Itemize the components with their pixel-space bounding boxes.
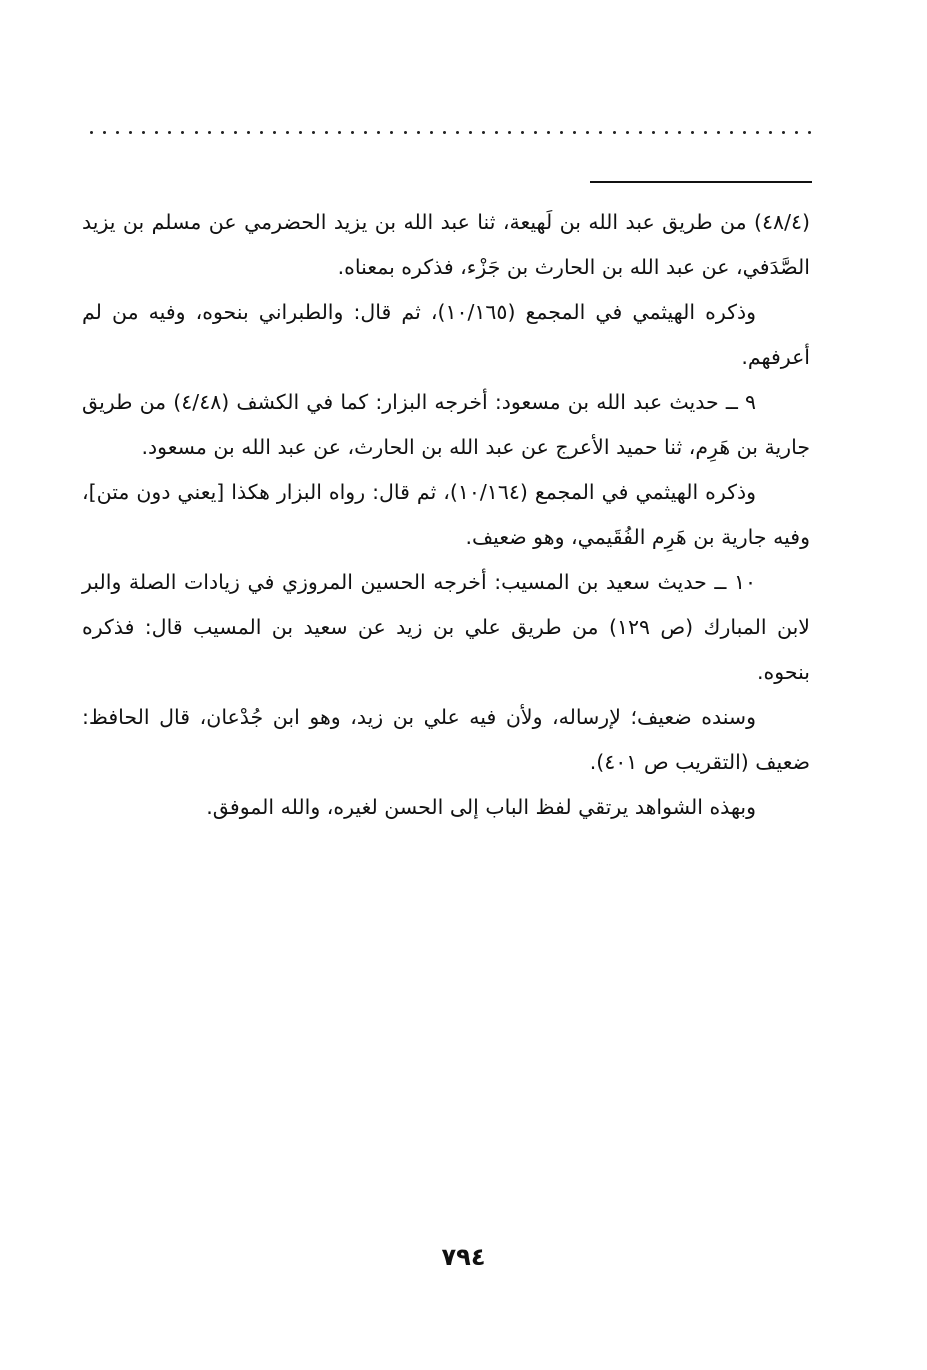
separator-dot xyxy=(482,131,485,134)
paragraph-4: وذكره الهيثمي في المجمع (١٠/١٦٤)، ثم قال: رواه البزار هكذا [يعني دون متن]، وفيه جارية بن هَرِم الفُقَيمي، وهو ضعيف. xyxy=(82,480,810,549)
separator-dot xyxy=(430,131,433,134)
paragraph-hadith-10: ١٠ ــ حديث سعيد بن المسيب: أخرجه الحسين المروزي في زيادات الصلة والبر لابن المبارك (ص ١٢٩) من طريق علي بن زيد عن سعيد بن المسيب قال: فذكره بنحوه. xyxy=(82,570,810,684)
separator-dot xyxy=(181,131,184,134)
separator-dot xyxy=(782,131,785,134)
separator-dot xyxy=(808,131,811,134)
separator-dot xyxy=(560,131,563,134)
separator-dot xyxy=(195,131,198,134)
footnote-rule xyxy=(590,181,812,183)
separator-dot xyxy=(508,131,511,134)
separator-dot xyxy=(364,131,367,134)
separator-dot xyxy=(756,131,759,134)
separator-dot xyxy=(299,131,302,134)
separator-dot xyxy=(639,131,642,134)
separator-dot xyxy=(260,131,263,134)
separator-dot xyxy=(390,131,393,134)
separator-dot xyxy=(155,131,158,134)
separator-dot xyxy=(273,131,276,134)
separator-dot xyxy=(665,131,668,134)
separator-dot xyxy=(443,131,446,134)
separator-dot xyxy=(417,131,420,134)
separator-dot xyxy=(247,131,250,134)
paragraph-hadith-9: ٩ ــ حديث عبد الله بن مسعود: أخرجه البزار: كما في الكشف (٤/٤٨) من طريق جارية بن هَرِم، ثنا حميد الأعرج عن عبد الله بن الحارث، عن عبد الله بن مسعود. xyxy=(82,390,810,459)
paragraph-6: وسنده ضعيف؛ لإرساله، ولأن فيه علي بن زيد، وهو ابن جُدْعان، قال الحافظ: ضعيف (التقريب ص ٤٠١). xyxy=(82,705,810,774)
separator-dot xyxy=(404,131,407,134)
page-body xyxy=(82,200,810,830)
separator-dot xyxy=(90,131,93,134)
paragraph-1: (٤٨/٤) من طريق عبد الله بن لَهيعة، ثنا عبد الله بن يزيد الحضرمي عن مسلم بن يزيد الصَّدَفي، عن عبد الله بن الحارث بن جَزْء، فذكره بمعناه. xyxy=(82,210,810,279)
separator-dot xyxy=(547,131,550,134)
separator-dot xyxy=(168,131,171,134)
page-number: ٧٩٤ xyxy=(441,1243,486,1271)
separator-dot xyxy=(573,131,576,134)
separator-dot xyxy=(743,131,746,134)
separator-dot xyxy=(678,131,681,134)
separator-dot xyxy=(626,131,629,134)
separator-dot xyxy=(704,131,707,134)
separator-dot xyxy=(377,131,380,134)
dotted-separator xyxy=(90,118,812,146)
separator-dot xyxy=(351,131,354,134)
separator-dot xyxy=(599,131,602,134)
paragraph-conclusion: وبهذه الشواهد يرتقي لفظ الباب إلى الحسن لغيره، والله الموفق. xyxy=(206,795,756,819)
separator-dot xyxy=(495,131,498,134)
separator-dot xyxy=(103,131,106,134)
separator-dot xyxy=(469,131,472,134)
separator-dot xyxy=(795,131,798,134)
paragraph-2: وذكره الهيثمي في المجمع (١٠/١٦٥)، ثم قال: والطبراني بنحوه، وفيه من لم أعرفهم. xyxy=(82,300,810,369)
separator-dot xyxy=(652,131,655,134)
separator-dot xyxy=(613,131,616,134)
separator-dot xyxy=(730,131,733,134)
separator-dot xyxy=(717,131,720,134)
separator-dot xyxy=(534,131,537,134)
separator-dot xyxy=(286,131,289,134)
separator-dot xyxy=(129,131,132,134)
separator-dot xyxy=(338,131,341,134)
separator-dot xyxy=(456,131,459,134)
separator-dot xyxy=(208,131,211,134)
separator-dot xyxy=(221,131,224,134)
separator-dot xyxy=(234,131,237,134)
separator-dot xyxy=(769,131,772,134)
separator-dot xyxy=(521,131,524,134)
separator-dot xyxy=(691,131,694,134)
separator-dot xyxy=(586,131,589,134)
separator-dot xyxy=(312,131,315,134)
separator-dot xyxy=(142,131,145,134)
separator-dot xyxy=(116,131,119,134)
separator-dot xyxy=(325,131,328,134)
